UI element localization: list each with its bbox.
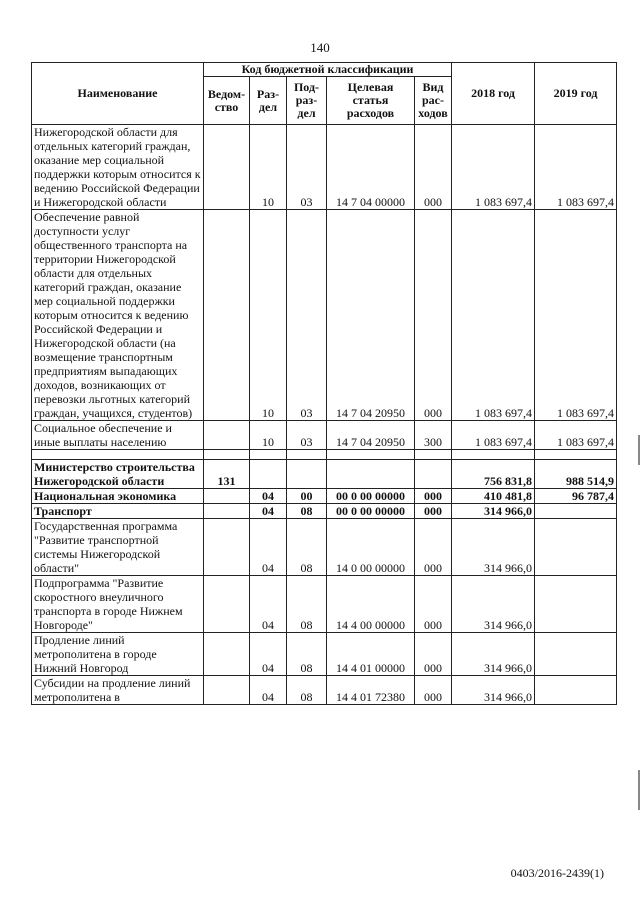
table-row <box>32 519 617 576</box>
cell-y2018: 1 083 697,4 <box>452 210 535 421</box>
cell-razdel <box>250 460 287 489</box>
cell-podrazdel: 00 <box>287 489 327 504</box>
cell-razdel: 10 <box>250 210 287 421</box>
cell-y2018: 1 083 697,4 <box>452 421 535 450</box>
cell-name: Социальное обеспечение и иные выплаты населению <box>32 421 204 450</box>
cell-target: 00 0 00 00000 <box>327 504 415 519</box>
cell-y2018: 314 966,0 <box>452 504 535 519</box>
cell-y2018: 314 966,0 <box>452 519 535 576</box>
budget-table <box>31 62 617 705</box>
cell-razdel: 04 <box>250 489 287 504</box>
cell-y2018 <box>452 450 535 460</box>
header-razdel: Раз- дел <box>250 77 287 125</box>
cell-name: Субсидии на продление линий метрополитена в <box>32 676 204 705</box>
cell-ved <box>204 504 250 519</box>
cell-name: Государственная программа "Развитие транспортной системы Нижегородской области" <box>32 519 204 576</box>
cell-name: Транспорт <box>32 504 204 519</box>
cell-vid: 000 <box>415 633 452 676</box>
cell-target <box>327 460 415 489</box>
header-vedomstvo: Ведом- ство <box>204 77 250 125</box>
table-body <box>32 125 617 705</box>
cell-y2018: 410 481,8 <box>452 489 535 504</box>
cell-target: 14 0 00 00000 <box>327 519 415 576</box>
header-budget-code: Код бюджетной классификации <box>204 63 452 77</box>
cell-podrazdel: 08 <box>287 576 327 633</box>
cell-y2019: 988 514,9 <box>535 460 617 489</box>
cell-ved <box>204 676 250 705</box>
cell-y2018: 314 966,0 <box>452 676 535 705</box>
table-row <box>32 125 617 210</box>
cell-y2018: 1 083 697,4 <box>452 125 535 210</box>
header-target-article: Целевая статья расходов <box>327 77 415 125</box>
cell-target: 14 7 04 20950 <box>327 210 415 421</box>
cell-target <box>327 450 415 460</box>
cell-vid <box>415 450 452 460</box>
table-row <box>32 421 617 450</box>
header-podrazdel: Под- раз- дел <box>287 77 327 125</box>
cell-razdel: 04 <box>250 633 287 676</box>
cell-ved <box>204 576 250 633</box>
cell-vid: 000 <box>415 125 452 210</box>
cell-name <box>32 450 204 460</box>
cell-vid: 000 <box>415 576 452 633</box>
cell-name: Продление линий метрополитена в городе Нижний Новгород <box>32 633 204 676</box>
cell-razdel: 10 <box>250 421 287 450</box>
cell-podrazdel: 08 <box>287 519 327 576</box>
cell-y2019: 96 787,4 <box>535 489 617 504</box>
cell-podrazdel: 03 <box>287 421 327 450</box>
cell-ved <box>204 489 250 504</box>
cell-podrazdel <box>287 460 327 489</box>
cell-razdel: 04 <box>250 576 287 633</box>
cell-vid: 000 <box>415 676 452 705</box>
cell-name: Подпрограмма "Развитие скоростного внеуличного транспорта в городе Нижнем Новгороде" <box>32 576 204 633</box>
cell-name: Обеспечение равной доступности услуг общественного транспорта на территории Нижегородской области для отдельных категорий граждан, оказание мер социальной поддержки которым относится к ведению Российской Федерации и Нижегородской области (на возмещение транспортным предприятиям выпадающих доходов, возникающих от перевозки льготных категорий граждан, учащихся, студентов) <box>32 210 204 421</box>
table-row <box>32 676 617 705</box>
cell-y2018: 756 831,8 <box>452 460 535 489</box>
cell-razdel: 10 <box>250 125 287 210</box>
cell-vid <box>415 460 452 489</box>
cell-razdel: 04 <box>250 519 287 576</box>
cell-vid: 300 <box>415 421 452 450</box>
cell-razdel: 04 <box>250 504 287 519</box>
cell-y2019 <box>535 450 617 460</box>
spacer-row <box>32 450 617 460</box>
cell-target: 00 0 00 00000 <box>327 489 415 504</box>
cell-ved: 131 <box>204 460 250 489</box>
table-row <box>32 576 617 633</box>
cell-ved <box>204 633 250 676</box>
cell-razdel: 04 <box>250 676 287 705</box>
cell-podrazdel <box>287 450 327 460</box>
table-row <box>32 210 617 421</box>
cell-podrazdel: 03 <box>287 210 327 421</box>
cell-razdel <box>250 450 287 460</box>
header-year-2018: 2018 год <box>452 63 535 125</box>
cell-y2019 <box>535 504 617 519</box>
cell-ved <box>204 421 250 450</box>
cell-ved <box>204 450 250 460</box>
document-code: 0403/2016-2439(1) <box>510 866 604 880</box>
cell-vid: 000 <box>415 519 452 576</box>
cell-vid: 000 <box>415 489 452 504</box>
cell-y2019 <box>535 519 617 576</box>
header-year-2019: 2019 год <box>535 63 617 125</box>
table-row <box>32 489 617 504</box>
cell-y2019 <box>535 633 617 676</box>
header-name: Наименование <box>32 63 204 125</box>
cell-y2019: 1 083 697,4 <box>535 125 617 210</box>
cell-vid: 000 <box>415 504 452 519</box>
cell-y2019 <box>535 576 617 633</box>
cell-podrazdel: 03 <box>287 125 327 210</box>
cell-ved <box>204 519 250 576</box>
cell-y2018: 314 966,0 <box>452 576 535 633</box>
table-row <box>32 504 617 519</box>
table-row <box>32 460 617 489</box>
page-number: 140 <box>310 40 330 55</box>
cell-target: 14 7 04 20950 <box>327 421 415 450</box>
cell-y2018: 314 966,0 <box>452 633 535 676</box>
cell-target: 14 7 04 00000 <box>327 125 415 210</box>
cell-name: Национальная экономика <box>32 489 204 504</box>
cell-vid: 000 <box>415 210 452 421</box>
header-expense-type: Вид рас- ходов <box>415 77 452 125</box>
cell-y2019: 1 083 697,4 <box>535 210 617 421</box>
cell-target: 14 4 00 00000 <box>327 576 415 633</box>
cell-y2019: 1 083 697,4 <box>535 421 617 450</box>
cell-name: Нижегородской области для отдельных категорий граждан, оказание мер социальной поддержки которым относится к ведению Российской Федерации и Нижегородской области <box>32 125 204 210</box>
cell-y2019 <box>535 676 617 705</box>
cell-target: 14 4 01 00000 <box>327 633 415 676</box>
cell-ved <box>204 210 250 421</box>
cell-name: Министерство строительства Нижегородской области <box>32 460 204 489</box>
cell-ved <box>204 125 250 210</box>
cell-podrazdel: 08 <box>287 633 327 676</box>
cell-podrazdel: 08 <box>287 676 327 705</box>
cell-podrazdel: 08 <box>287 504 327 519</box>
table-row <box>32 633 617 676</box>
cell-target: 14 4 01 72380 <box>327 676 415 705</box>
